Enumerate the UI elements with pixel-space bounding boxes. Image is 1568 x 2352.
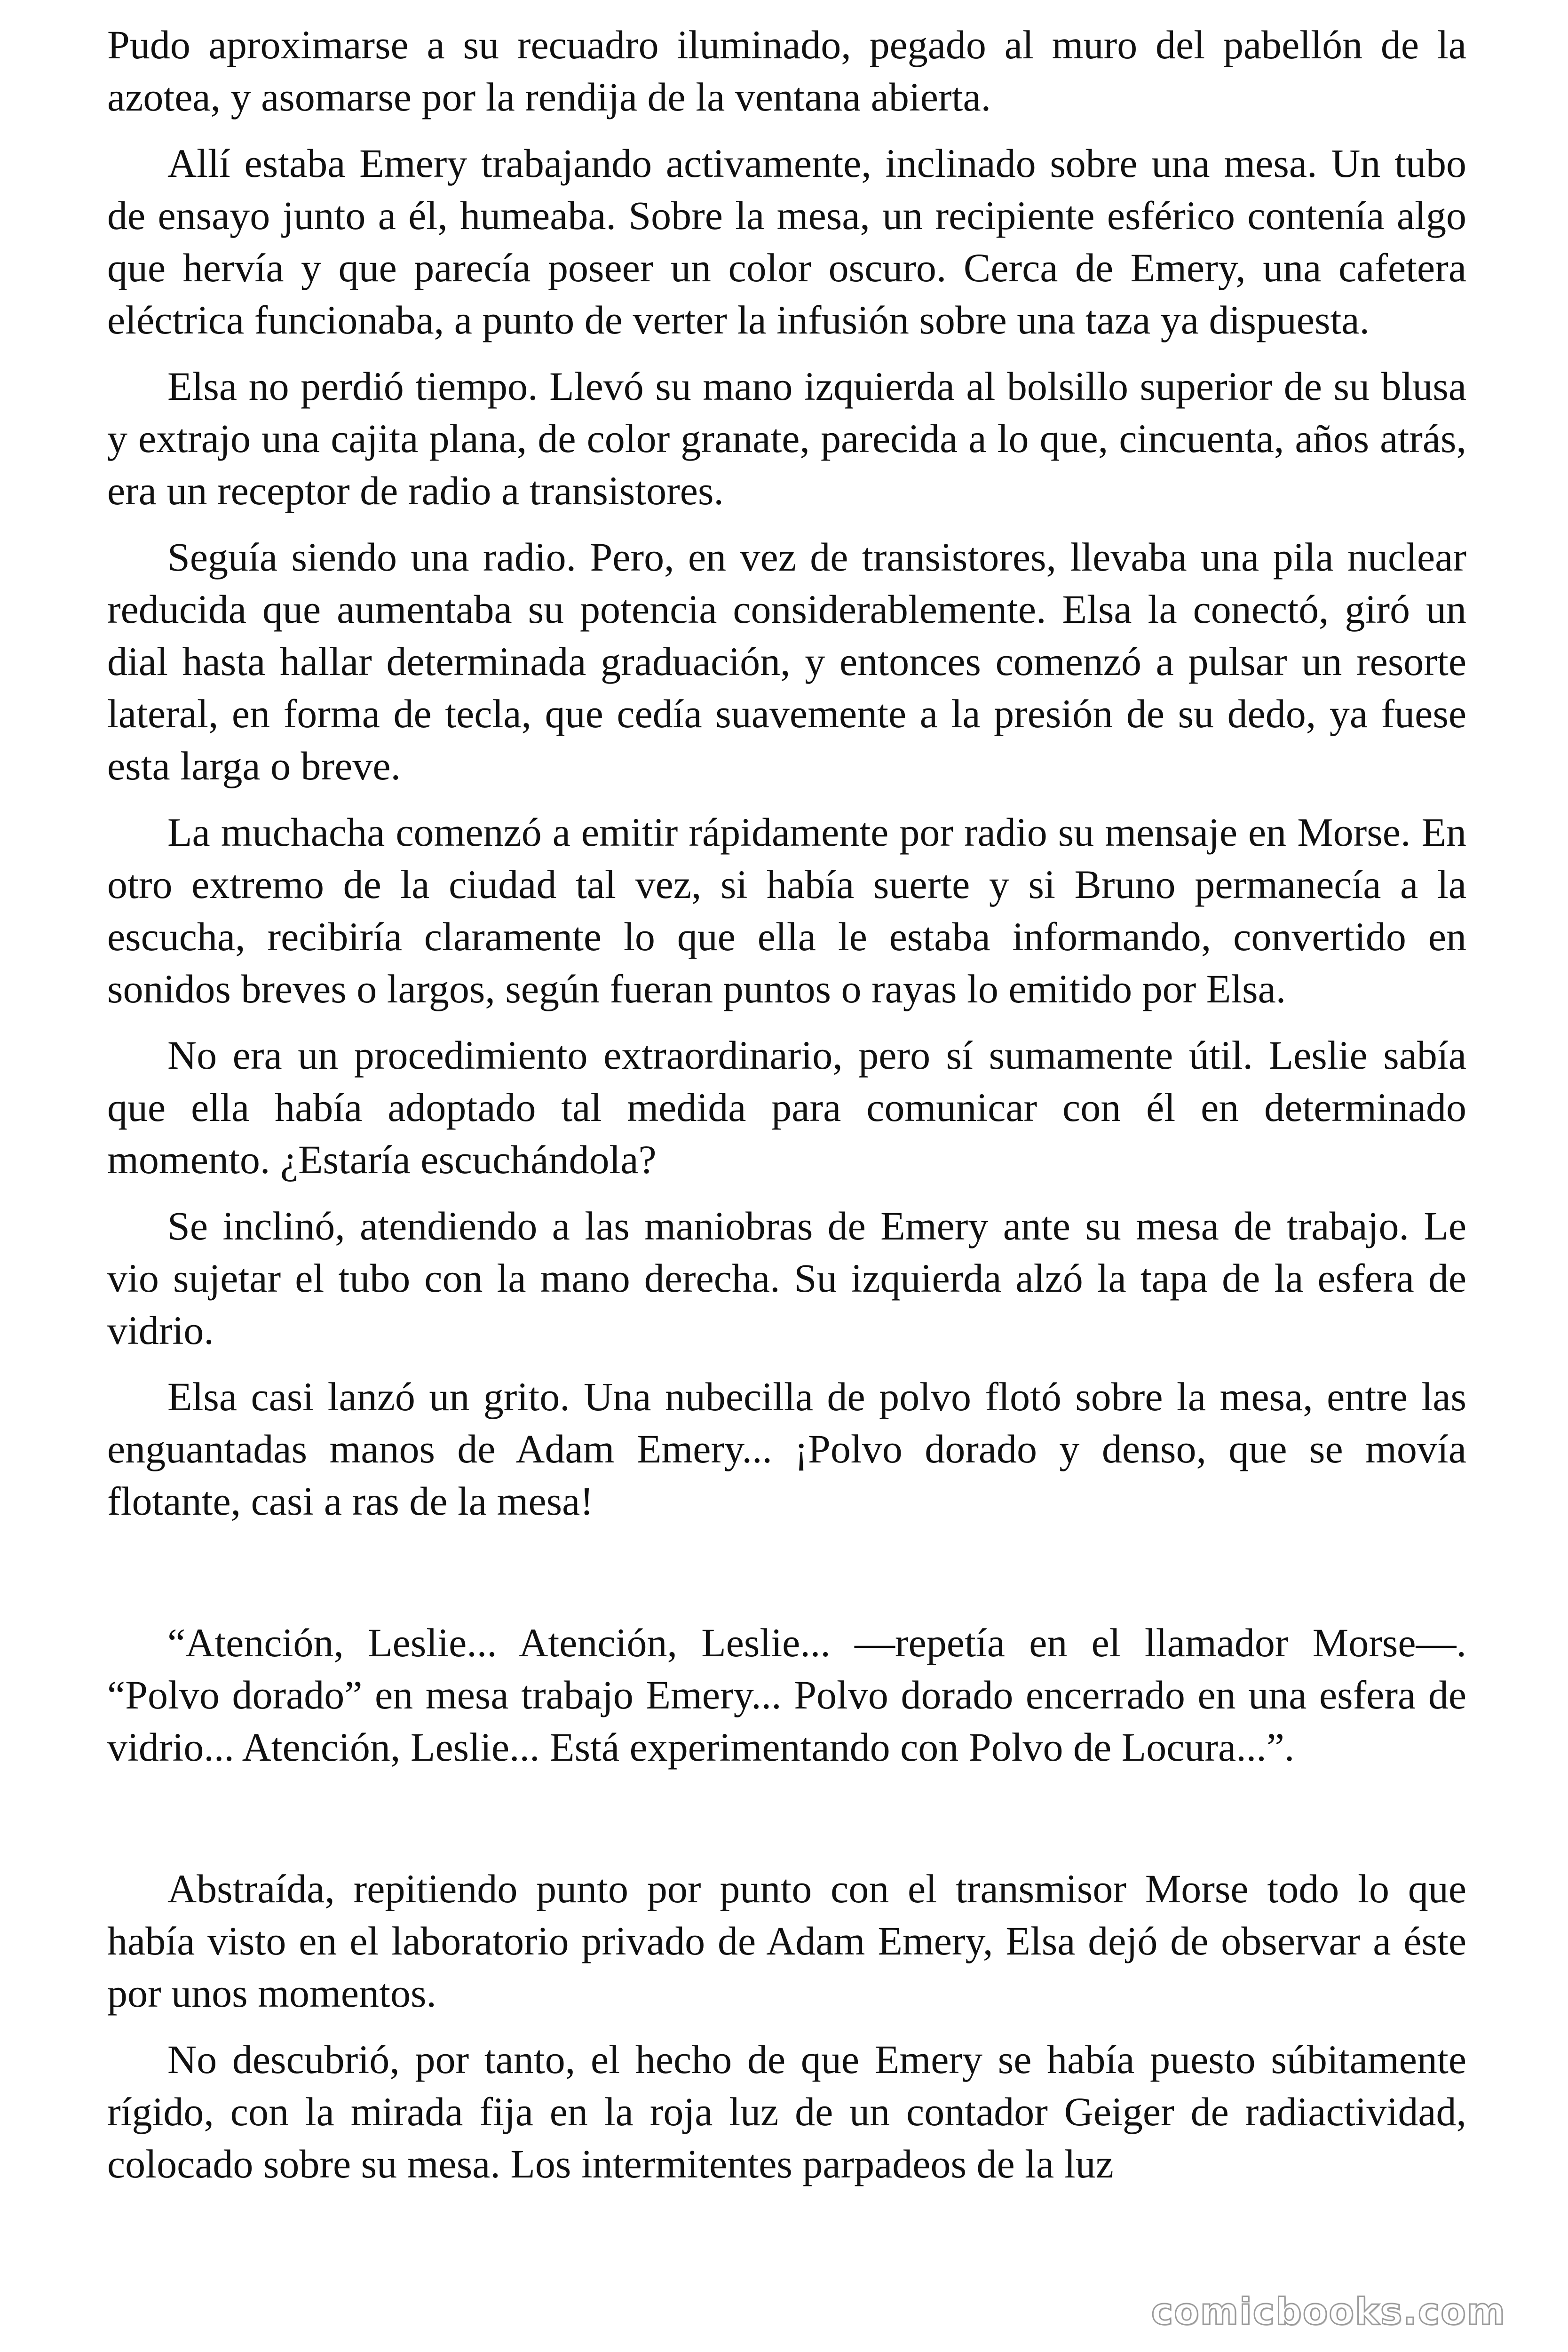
paragraph-10: Abstraída, repitiendo punto por punto con el transmisor Morse todo lo que había visto en el laboratorio privado de Adam Emery, Elsa dejó de observar a éste por unos momentos. (107, 1866, 1466, 2016)
paragraph-5: La muchacha comenzó a emitir rápidamente por radio su mensaje en Morse. En otro extremo de la ciudad tal vez, si había suerte y si Bruno permanecía a la escucha, recibiría claramente lo que ella le estaba informando, convertido en sonidos breves o largos, según fueran puntos o rayas lo emitido por Elsa. (107, 810, 1466, 1011)
paragraph-11: No descubrió, por tanto, el hecho de que Emery se había puesto súbitamente rígido, con la mirada fija en la roja luz de un contador Geiger de radiactividad, colocado sobre su mesa. Los intermitentes parpadeos de la luz (107, 2037, 1466, 2186)
section-break (107, 1542, 1466, 1617)
paragraph-7: Se inclinó, atendiendo a las maniobras de Emery ante su mesa de trabajo. Le vio sujetar el tubo con la mano derecha. Su izquierda alzó la tapa de la esfera de vidrio. (107, 1203, 1466, 1353)
site-watermark: comicbooks.com (1151, 2291, 1506, 2333)
book-page (107, 19, 1466, 2204)
paragraph-6: No era un procedimiento extraordinario, pero sí sumamente útil. Leslie sabía que ella había adoptado tal medida para comunicar con él en determinado momento. ¿Estaría escuchándola? (107, 1033, 1466, 1182)
paragraph-8: Elsa casi lanzó un grito. Una nubecilla de polvo flotó sobre la mesa, entre las enguantadas manos de Adam Emery... ¡Polvo dorado y denso, que se movía flotante, casi a ras de la mesa! (107, 1374, 1466, 1524)
morse-message-paragraph: “Atención, Leslie... Atención, Leslie... —repetía en el llamador Morse—. “Polvo dorado” en mesa trabajo Emery... Polvo dorado encerrado en una esfera de vidrio... Atención, Leslie... Está experimentando con Polvo de Locura...”. (107, 1620, 1466, 1770)
paragraph-2: Allí estaba Emery trabajando activamente, inclinado sobre una mesa. Un tubo de ensayo junto a él, humeaba. Sobre la mesa, un recipiente esférico contenía algo que hervía y que parecía poseer un color oscuro. Cerca de Emery, una cafetera eléctrica funcionaba, a punto de verter la infusión sobre una taza ya dispuesta. (107, 141, 1466, 342)
paragraph-4: Seguía siendo una radio. Pero, en vez de transistores, llevaba una pila nuclear reducida que aumentaba su potencia considerablemente. Elsa la conectó, giró un dial hasta hallar determinada graduación, y entonces comenzó a pulsar un resorte lateral, en forma de tecla, que cedía suavemente a la presión de su dedo, ya fuese esta larga o breve. (107, 534, 1466, 788)
section-break (107, 1788, 1466, 1863)
paragraph-3: Elsa no perdió tiempo. Llevó su mano izquierda al bolsillo superior de su blusa y extrajo una cajita plana, de color granate, parecida a lo que, cincuenta, años atrás, era un receptor de radio a transistores. (107, 364, 1466, 513)
paragraph-1: Pudo aproximarse a su recuadro iluminado, pegado al muro del pabellón de la azotea, y asomarse por la rendija de la ventana abierta. (107, 22, 1466, 119)
